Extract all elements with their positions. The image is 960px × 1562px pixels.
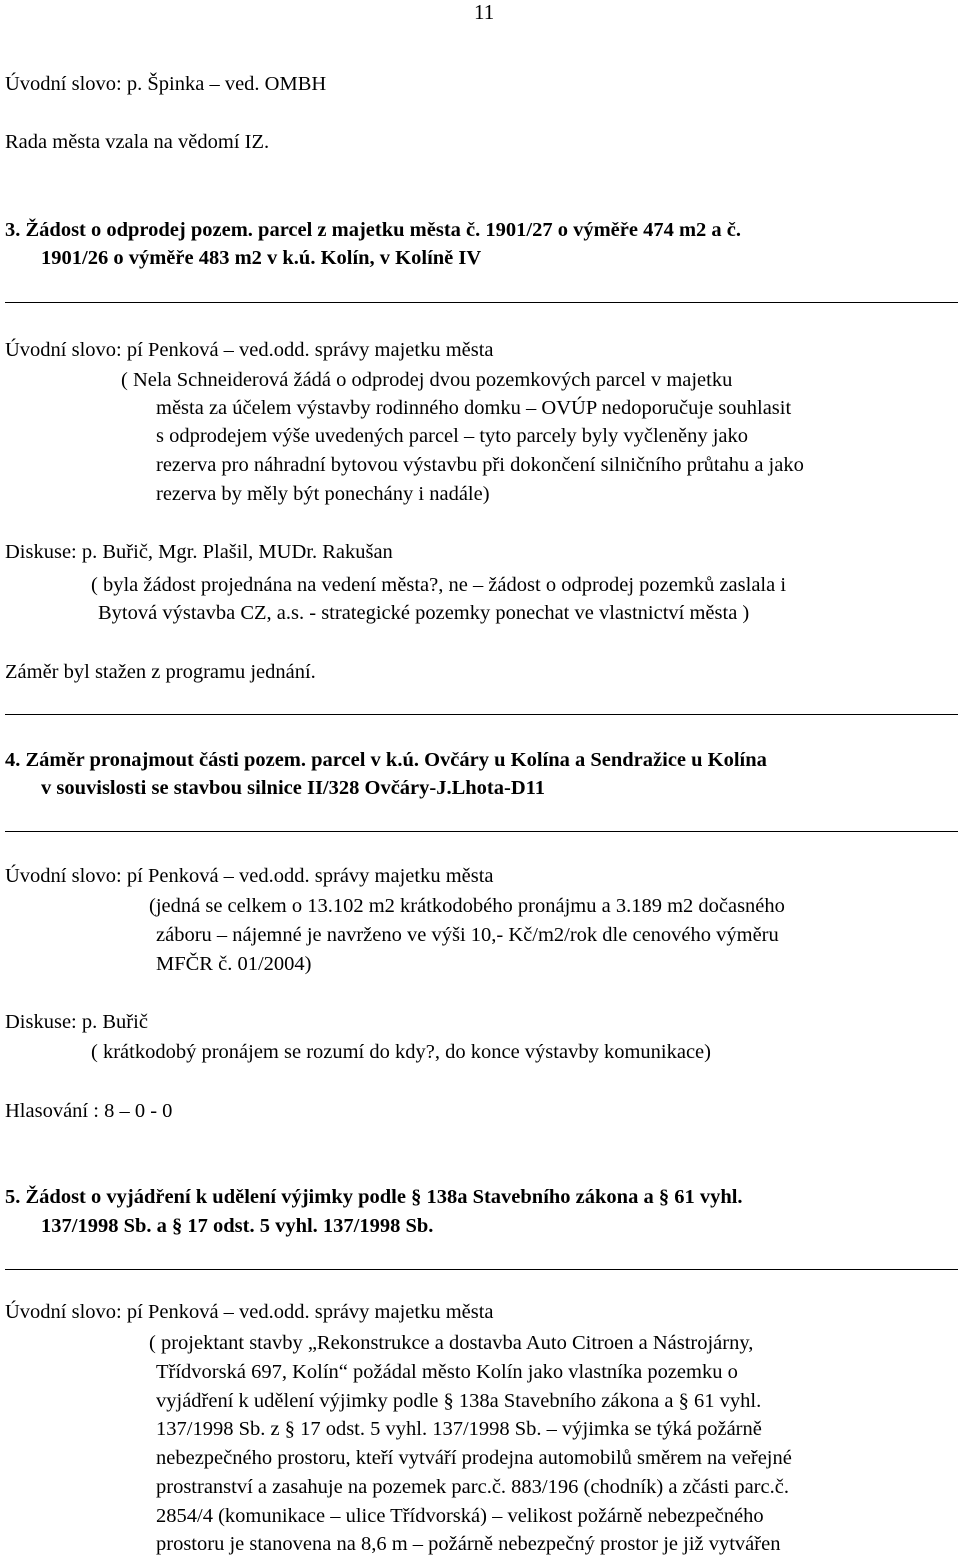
agenda-item-3-heading-cont: 1901/26 o výměře 483 m2 v k.ú. Kolín, v Kolíně IV: [41, 247, 482, 269]
body-text-line: MFČR č. 01/2004): [156, 953, 312, 975]
outcome-line: Záměr byl stažen z programu jednání.: [5, 661, 316, 683]
body-text-line: ( projektant stavby „Rekonstrukce a dostavba Auto Citroen a Nástrojárny,: [149, 1332, 754, 1354]
body-text-line: 137/1998 Sb. z § 17 odst. 5 vyhl. 137/1998 Sb. – výjimka se týká požárně: [156, 1418, 762, 1440]
section-divider: [5, 831, 958, 832]
resolution-line: Rada města vzala na vědomí IZ.: [5, 131, 270, 153]
body-text-line: záboru – nájemné je navrženo ve výši 10,- Kč/m2/rok dle cenového výměru: [156, 924, 779, 946]
section-divider: [5, 714, 958, 715]
body-text-line: 2854/4 (komunikace – ulice Třídvorská) – velikost požárně nebezpečného: [156, 1505, 764, 1527]
body-text-line: vyjádření k udělení výjimky podle § 138a Stavebního zákona a § 61 vyhl.: [156, 1390, 762, 1412]
discussion-line: Diskuse: p. Buřič: [5, 1011, 148, 1033]
intro-speaker-line: Úvodní slovo: pí Penková – ved.odd. správy majetku města: [5, 339, 494, 361]
body-text-line: nebezpečného prostoru, kteří vytváří prodejna automobilů směrem na veřejné: [156, 1447, 792, 1469]
agenda-item-4-heading-cont: v souvislosti se stavbou silnice II/328 Ovčáry-J.Lhota-D11: [41, 777, 545, 799]
body-text-line: ( Nela Schneiderová žádá o odprodej dvou pozemkových parcel v majetku: [121, 369, 733, 391]
body-text-line: prostranství a zasahuje na pozemek parc.č. 883/196 (chodník) a zčásti parc.č.: [156, 1476, 789, 1498]
intro-speaker-line: Úvodní slovo: pí Penková – ved.odd. správy majetku města: [5, 1301, 494, 1323]
agenda-item-5-heading: 5. Žádost o vyjádření k udělení výjimky podle § 138a Stavebního zákona a § 61 vyhl.: [5, 1186, 743, 1208]
section-divider: [5, 302, 958, 303]
body-text-line: prostoru je stanovena na 8,6 m – požárně nebezpečný prostor je již vytvářen: [156, 1533, 781, 1555]
agenda-item-5-heading-cont: 137/1998 Sb. a § 17 odst. 5 vyhl. 137/1998 Sb.: [41, 1215, 434, 1237]
body-text-line: Bytová výstavba CZ, a.s. - strategické pozemky ponechat ve vlastnictví města ): [98, 602, 750, 624]
body-text-line: rezerva pro náhradní bytovou výstavbu při dokončení silničního průtahu a jako: [156, 454, 804, 476]
agenda-item-4-heading: 4. Záměr pronajmout části pozem. parcel v k.ú. Ovčáry u Kolína a Sendražice u Kolína: [5, 749, 767, 771]
body-text-line: ( krátkodobý pronájem se rozumí do kdy?, do konce výstavby komunikace): [91, 1041, 711, 1063]
discussion-line: Diskuse: p. Buřič, Mgr. Plašil, MUDr. Rakušan: [5, 541, 393, 563]
intro-speaker-line: Úvodní slovo: p. Špinka – ved. OMBH: [5, 73, 327, 95]
agenda-item-3-heading: 3. Žádost o odprodej pozem. parcel z majetku města č. 1901/27 o výměře 474 m2 a č.: [5, 219, 741, 241]
body-text-line: města za účelem výstavby rodinného domku – OVÚP nedoporučuje souhlasit: [156, 397, 792, 419]
intro-speaker-line: Úvodní slovo: pí Penková – ved.odd. správy majetku města: [5, 865, 494, 887]
body-text-line: ( byla žádost projednána na vedení města?, ne – žádost o odprodej pozemků zaslala i: [91, 574, 787, 596]
section-divider: [5, 1269, 958, 1270]
body-text-line: rezerva by měly být ponechány i nadále): [156, 483, 490, 505]
vote-line: Hlasování : 8 – 0 - 0: [5, 1100, 173, 1122]
body-text-line: Třídvorská 697, Kolín“ požádal město Kolín jako vlastníka pozemku o: [156, 1361, 738, 1383]
body-text-line: (jedná se celkem o 13.102 m2 krátkodobého pronájmu a 3.189 m2 dočasného: [149, 895, 785, 917]
page-number: 11: [474, 0, 495, 24]
body-text-line: s odprodejem výše uvedených parcel – tyto parcely byly vyčleněny jako: [156, 425, 749, 447]
